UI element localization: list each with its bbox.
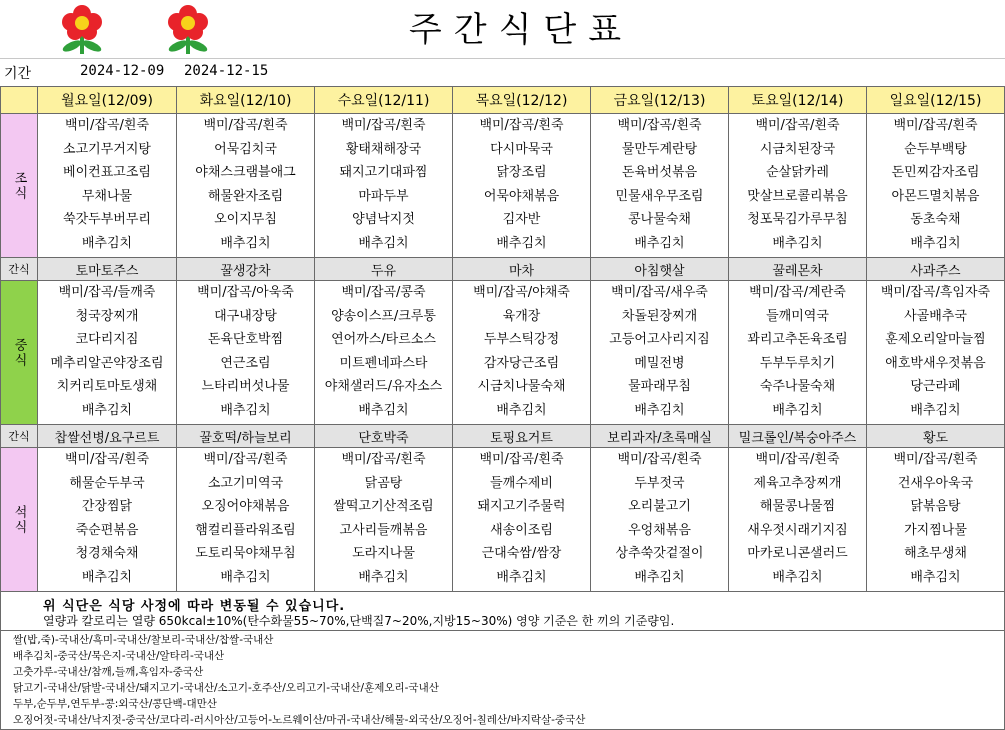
dish-item: 치커리토마토생채: [56, 379, 158, 395]
period-end: 2024-12-15: [184, 63, 269, 79]
dish-item: 백미/잡곡/흰죽: [341, 118, 426, 133]
dish-item: 새송이조림: [490, 522, 553, 538]
snack-cell: 꿀생강차: [177, 258, 315, 281]
lunch-cell: [177, 281, 315, 425]
dinner-cell: [591, 448, 729, 592]
dish-item: 죽순편볶음: [75, 522, 139, 538]
dish-item: 맛살브로콜리볶음: [747, 188, 848, 204]
dish-item: 배추김치: [220, 569, 271, 585]
dish-item: 닭장조림: [496, 165, 547, 181]
dish-item: 배추김치: [81, 235, 133, 251]
flower-icon: [148, 4, 228, 54]
dish-item: 돈육버섯볶음: [621, 165, 698, 181]
dish-item: 배추김치: [634, 235, 685, 251]
dish-item: 상추쑥갓겉절이: [615, 546, 704, 562]
dish-item: 동초숙채: [910, 212, 961, 228]
day-header-row: [1, 87, 1005, 114]
day-header: 월요일(12/09): [38, 87, 177, 114]
dish-item: 백미/잡곡/흰죽: [479, 118, 564, 133]
dish-item: 건새우아욱국: [897, 475, 974, 491]
dish-item: 우엉채볶음: [628, 522, 691, 538]
dish-item: 미트펜네파스타: [339, 355, 428, 371]
day-header: 수요일(12/11): [315, 87, 453, 114]
dish-item: 백미/잡곡/아욱죽: [197, 285, 294, 300]
day-header: 화요일(12/10): [177, 87, 315, 114]
calorie-note: 열량과 칼로리는 열량 650kcal±10%(탄수화물55~70%,단백질7~20%,지방15~30%) 영양 기준은 한 끼의 기준량임.: [43, 614, 675, 628]
day-header: 목요일(12/12): [453, 87, 591, 114]
lunch-row: [1, 281, 1005, 425]
snack1-label: 간식: [1, 258, 38, 281]
dish-item: 다시마묵국: [490, 141, 553, 157]
dish-item: 백미/잡곡/들깨죽: [58, 285, 156, 300]
dish-item: 백미/잡곡/새우죽: [611, 285, 708, 300]
dish-item: 차돌된장찌개: [621, 308, 698, 324]
dish-item: 두부젓국: [634, 475, 685, 491]
snack-cell: 단호박죽: [315, 425, 453, 448]
dish-item: 백미/잡곡/흰죽: [893, 452, 978, 467]
dish-item: 백미/잡곡/콩죽: [341, 285, 426, 300]
dish-item: 배추김치: [496, 569, 547, 585]
snack-cell: 두유: [315, 258, 453, 281]
dish-item: 시금치나물숙채: [477, 379, 566, 395]
dish-item: 김자반: [502, 212, 541, 228]
dish-item: 쌀떡고기산적조림: [333, 499, 434, 515]
origin-line: 고춧가루-국내산/참깨,들깨,흑임자-중국산: [13, 666, 204, 678]
dish-item: 어묵김치국: [214, 141, 277, 157]
dish-item: 연근조림: [220, 355, 271, 371]
period-start: 2024-12-09: [80, 63, 165, 79]
dish-item: 야채샐러드/유자소스: [324, 379, 443, 395]
dish-item: 백미/잡곡/흰죽: [755, 118, 840, 133]
dish-item: 어묵야채볶음: [483, 188, 560, 204]
snack-cell: 꿀호떡/하늘보리: [177, 425, 315, 448]
dish-item: 청국장찌개: [75, 308, 139, 324]
dish-item: 배추김치: [772, 569, 823, 585]
snack-cell: 토핑요거트: [453, 425, 591, 448]
dish-item: 배추김치: [772, 235, 823, 251]
dish-item: 배추김치: [634, 402, 685, 418]
dish-item: 시금치된장국: [759, 141, 836, 157]
dish-item: 황태채해장국: [345, 141, 422, 157]
origin-list: [1, 630, 1004, 728]
lunch-label: 중식: [1, 281, 38, 425]
dish-item: 베이컨표고조림: [63, 165, 151, 181]
lunch-cell: [453, 281, 591, 425]
dish-item: 배추김치: [220, 235, 271, 251]
header-corner: [1, 87, 38, 114]
dish-item: 백미/잡곡/흰죽: [617, 452, 702, 467]
dinner-cell: [867, 448, 1005, 592]
dinner-cell: [453, 448, 591, 592]
breakfast-cell: [729, 114, 867, 258]
dish-item: 두부두루치기: [759, 355, 836, 371]
dish-item: 고등어고사리지짐: [609, 332, 710, 348]
dish-item: 제육고추장찌개: [753, 475, 842, 491]
dish-item: 순살닭카레: [766, 165, 829, 181]
dish-item: 백미/잡곡/흰죽: [893, 118, 978, 133]
origin-line: 두부,순두부,연두부-콩:외국산/콩단백-대만산: [13, 698, 217, 710]
dish-item: 백미/잡곡/흰죽: [341, 452, 426, 467]
origin-line: 오징어젓-국내산/낙지젓-중국산/코다리-러시아산/고등어-노르웨이산/마귀-국내산/해물-외국산/오징어-칠레산/바지락살-중국산: [13, 714, 586, 726]
dish-item: 육개장: [502, 308, 541, 324]
snack-cell: 사과주스: [867, 258, 1005, 281]
dish-item: 소고기무거지탕: [63, 141, 151, 157]
snack-cell: 황도: [867, 425, 1005, 448]
dish-item: 당근라페: [910, 379, 961, 395]
dish-item: 마파두부: [358, 188, 409, 204]
period-row: [0, 58, 1005, 88]
dish-item: 꽈리고추돈육조림: [747, 332, 848, 348]
breakfast-row: [1, 114, 1005, 258]
breakfast-cell: [591, 114, 729, 258]
dish-item: 배추김치: [496, 235, 547, 251]
snack2-row: [1, 425, 1005, 448]
breakfast-label: 조식: [1, 114, 38, 258]
dish-item: 해초무생채: [904, 546, 967, 562]
dish-item: 백미/잡곡/흑임자죽: [880, 285, 991, 300]
dish-item: 햄컬리플라워조림: [195, 522, 296, 538]
dish-item: 애호박새우젓볶음: [885, 355, 986, 371]
dish-item: 마카로니콘샐러드: [747, 546, 848, 562]
day-header: 금요일(12/13): [591, 87, 729, 114]
dish-item: 닭곰탕: [364, 475, 403, 491]
flower-icon: [42, 4, 122, 54]
dish-item: 콩나물숙채: [628, 212, 691, 228]
dish-item: 배추김치: [910, 402, 961, 418]
breakfast-cell: [867, 114, 1005, 258]
header: [0, 0, 1005, 58]
dish-item: 소고기미역국: [207, 475, 284, 491]
dish-item: 해물순두부국: [69, 475, 145, 491]
dish-item: 아몬드멸치볶음: [891, 188, 980, 204]
dish-item: 쑥갓두부버무리: [63, 212, 151, 228]
day-header: 일요일(12/15): [867, 87, 1005, 114]
dish-item: 백미/잡곡/계란죽: [749, 285, 846, 300]
dish-item: 가지찜나물: [904, 522, 967, 538]
dish-item: 청경채숙채: [75, 546, 139, 562]
dish-item: 연어까스/타르소스: [331, 332, 436, 348]
breakfast-cell: [315, 114, 453, 258]
origin-line: 쌀(밥,죽)-국내산/흑미-국내산/찰보리-국내산/찹쌀-국내산: [13, 634, 274, 646]
dish-item: 훈제오리알마늘찜: [885, 332, 986, 348]
dish-item: 두부스틱강정: [483, 332, 560, 348]
lunch-cell: [591, 281, 729, 425]
dish-item: 감자당근조림: [483, 355, 560, 371]
snack-cell: 보리과자/초록매실: [591, 425, 729, 448]
snack-cell: 꿀레몬차: [729, 258, 867, 281]
dish-item: 배추김치: [910, 235, 961, 251]
dinner-row: [1, 448, 1005, 592]
snack-cell: 찹쌀선병/요구르트: [38, 425, 177, 448]
snack-cell: 마차: [453, 258, 591, 281]
dish-item: 배추김치: [358, 402, 409, 418]
dish-item: 고사리들깨볶음: [339, 522, 428, 538]
dish-item: 오징어야채볶음: [201, 499, 290, 515]
menu-table: [0, 86, 1005, 592]
breakfast-cell: [177, 114, 315, 258]
dish-item: 배추김치: [81, 402, 133, 418]
origin-line: 배추김치-중국산/묵은지-국내산/알타리-국내산: [13, 650, 225, 662]
dish-item: 백미/잡곡/야채죽: [473, 285, 570, 300]
dish-item: 해물콩나물찜: [759, 499, 836, 515]
dish-item: 청포묵김가루무침: [747, 212, 848, 228]
dish-item: 백미/잡곡/흰죽: [617, 118, 702, 133]
page-title: 주간식단표: [408, 10, 634, 50]
dish-item: 백미/잡곡/흰죽: [203, 118, 288, 133]
lunch-cell: [38, 281, 177, 425]
dish-item: 배추김치: [634, 569, 685, 585]
dish-item: 양송이스프/크루통: [331, 308, 436, 324]
dish-item: 닭볶음탕: [910, 499, 961, 515]
origin-line: 닭고기-국내산/닭발-국내산/돼지고기-국내산/소고기-호주산/오리고기-국내산/훈제오리-국내산: [13, 682, 439, 694]
dish-item: 오리불고기: [628, 499, 691, 515]
dish-item: 사골배추국: [904, 308, 967, 324]
dinner-cell: [177, 448, 315, 592]
lunch-cell: [867, 281, 1005, 425]
dinner-label: 석식: [1, 448, 38, 592]
dish-item: 배추김치: [910, 569, 961, 585]
period-label: 기간: [4, 66, 32, 82]
notes-section: [0, 592, 1005, 730]
dish-item: 도라지나물: [352, 546, 415, 562]
dish-item: 간장찜닭: [81, 499, 133, 515]
dish-item: 도토리묵야채무침: [195, 546, 296, 562]
dish-item: 백미/잡곡/흰죽: [203, 452, 288, 467]
snack2-label: 간식: [1, 425, 38, 448]
dish-item: 메추리알곤약장조림: [50, 355, 164, 371]
dish-item: 배추김치: [772, 402, 823, 418]
lunch-cell: [315, 281, 453, 425]
dish-item: 돼지고기대파찜: [339, 165, 428, 181]
dish-item: 물파래무침: [628, 379, 691, 395]
dish-item: 백미/잡곡/흰죽: [755, 452, 840, 467]
dish-item: 해물완자조림: [207, 188, 284, 204]
dish-item: 백미/잡곡/흰죽: [64, 118, 150, 133]
dish-item: 무채나물: [81, 188, 133, 204]
snack-cell: 토마토주스: [38, 258, 177, 281]
dish-item: 들깨미역국: [766, 308, 829, 324]
dish-item: 배추김치: [358, 569, 409, 585]
dish-item: 배추김치: [220, 402, 271, 418]
dish-item: 순두부백탕: [904, 141, 967, 157]
dish-item: 돼지고기주물럭: [477, 499, 566, 515]
dish-item: 배추김치: [496, 402, 547, 418]
dish-item: 근대숙쌈/쌈장: [481, 546, 562, 562]
dish-item: 백미/잡곡/흰죽: [479, 452, 564, 467]
dish-item: 메밀전병: [634, 355, 685, 371]
dish-item: 숙주나물숙채: [759, 379, 836, 395]
snack1-row: [1, 258, 1005, 281]
day-header: 토요일(12/14): [729, 87, 867, 114]
dish-item: 새우젓시래기지짐: [747, 522, 848, 538]
dish-item: 들깨수제비: [490, 475, 553, 491]
snack-cell: 밀크롤인/복숭아주스: [729, 425, 867, 448]
breakfast-cell: [38, 114, 177, 258]
dish-item: 양념낙지젓: [352, 212, 415, 228]
dinner-cell: [38, 448, 177, 592]
dish-item: 민물새우무조림: [615, 188, 704, 204]
dish-item: 돈육단호박찜: [207, 332, 284, 348]
dish-item: 야채스크램블애그: [195, 165, 296, 181]
dish-item: 돈민찌감자조림: [891, 165, 980, 181]
dish-item: 물만두계란탕: [621, 141, 698, 157]
lunch-cell: [729, 281, 867, 425]
dinner-cell: [315, 448, 453, 592]
dish-item: 배추김치: [358, 235, 409, 251]
snack-cell: 아침햇살: [591, 258, 729, 281]
notice-text: 위 식단은 식당 사정에 따라 변동될 수 있습니다.: [43, 599, 346, 614]
breakfast-cell: [453, 114, 591, 258]
dish-item: 대구내장탕: [214, 308, 277, 324]
dish-item: 배추김치: [81, 569, 133, 585]
dish-item: 코다리지짐: [75, 332, 139, 348]
dinner-cell: [729, 448, 867, 592]
dish-item: 오이지무침: [214, 212, 277, 228]
dish-item: 느타리버섯나물: [201, 379, 290, 395]
dish-item: 백미/잡곡/흰죽: [64, 452, 150, 467]
